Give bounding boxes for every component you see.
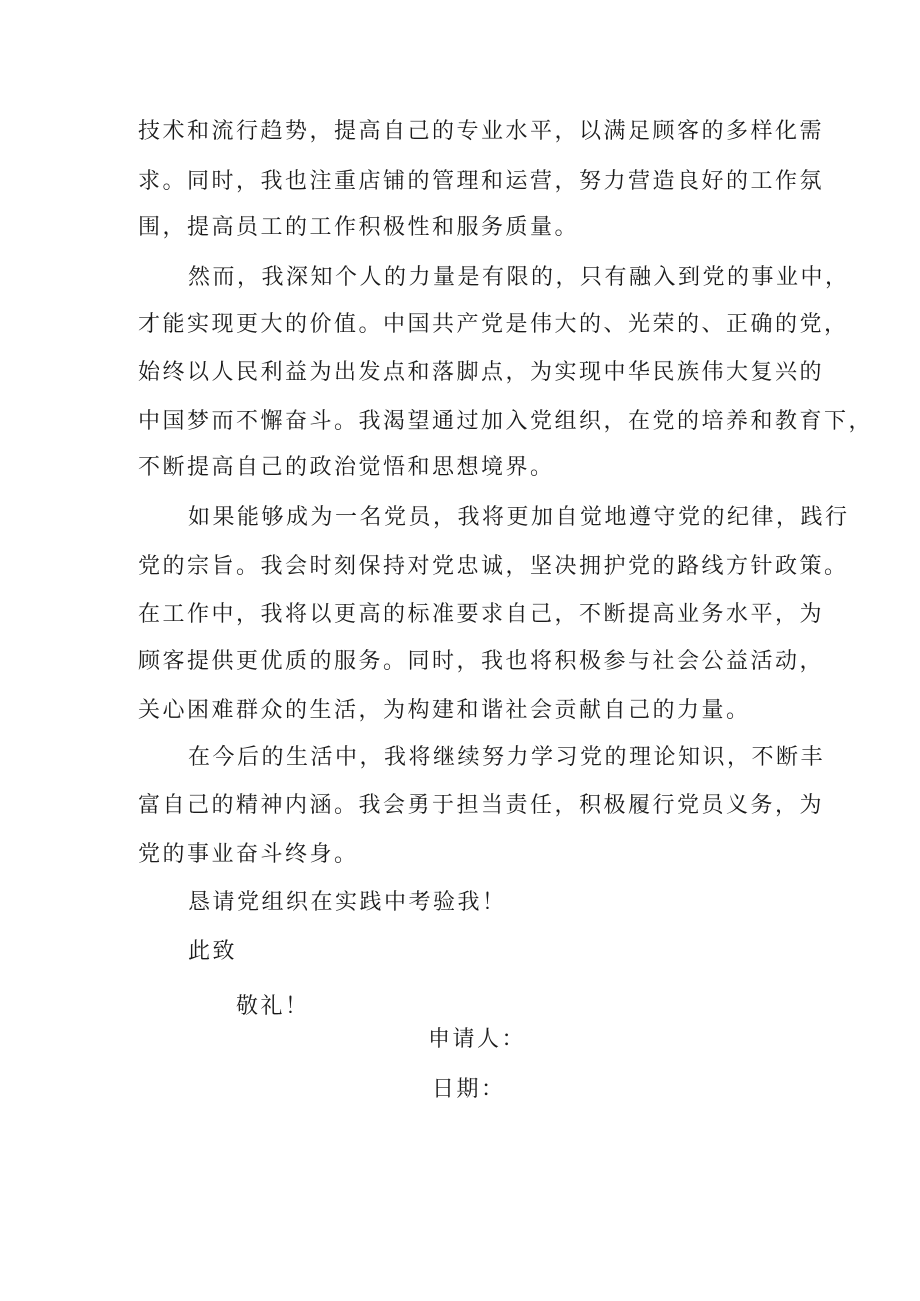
- closing-request: 恳请党组织在实践中考验我！: [188, 890, 507, 915]
- closing-greeting: 此致: [188, 939, 238, 964]
- date-label: 日期：: [432, 1077, 506, 1102]
- paragraph-1-line-3: 围，提高员工的工作积极性和服务质量。: [138, 215, 580, 240]
- paragraph-3-line-4: 顾客提供更优质的服务。同时，我也将积极参与社会公益活动，: [138, 649, 825, 674]
- paragraph-4-line-3: 党的事业奋斗终身。: [138, 842, 359, 867]
- paragraph-3-line-3: 在工作中，我将以更高的标准要求自己，不断提高业务水平，为: [138, 602, 825, 627]
- paragraph-2-line-3: 始终以人民利益为出发点和落脚点，为实现中华民族伟大复兴的: [138, 360, 825, 385]
- applicant-label: 申请人：: [428, 1027, 527, 1052]
- paragraph-2-line-1: 然而，我深知个人的力量是有限的，只有融入到党的事业中，: [188, 265, 850, 290]
- paragraph-3-line-2: 党的宗旨。我会时刻保持对党忠诚，坚决拥护党的路线方针政策。: [138, 554, 849, 579]
- paragraph-2-line-2: 才能实现更大的价值。中国共产党是伟大的、光荣的、正确的党，: [138, 312, 849, 337]
- paragraph-2-line-4: 中国梦而不懈奋斗。我渴望通过加入党组织，在党的培养和教育下，: [138, 409, 874, 434]
- closing-salute: 敬礼！: [236, 994, 310, 1019]
- paragraph-4-line-2: 富自己的精神内涵。我会勇于担当责任，积极履行党员义务，为: [138, 793, 825, 818]
- paragraph-3-line-5: 关心困难群众的生活，为构建和谐社会贡献自己的力量。: [138, 698, 751, 723]
- paragraph-1-line-2: 求。同时，我也注重店铺的管理和运营，努力营造良好的工作氛: [138, 169, 825, 194]
- paragraph-1-line-1: 技术和流行趋势，提高自己的专业水平，以满足顾客的多样化需: [138, 119, 825, 144]
- paragraph-4-line-1: 在今后的生活中，我将继续努力学习党的理论知识，不断丰: [188, 745, 826, 770]
- paragraph-3-line-1: 如果能够成为一名党员，我将更加自觉地遵守党的纪律，践行: [188, 505, 850, 530]
- paragraph-2-line-5: 不断提高自己的政治觉悟和思想境界。: [138, 455, 555, 480]
